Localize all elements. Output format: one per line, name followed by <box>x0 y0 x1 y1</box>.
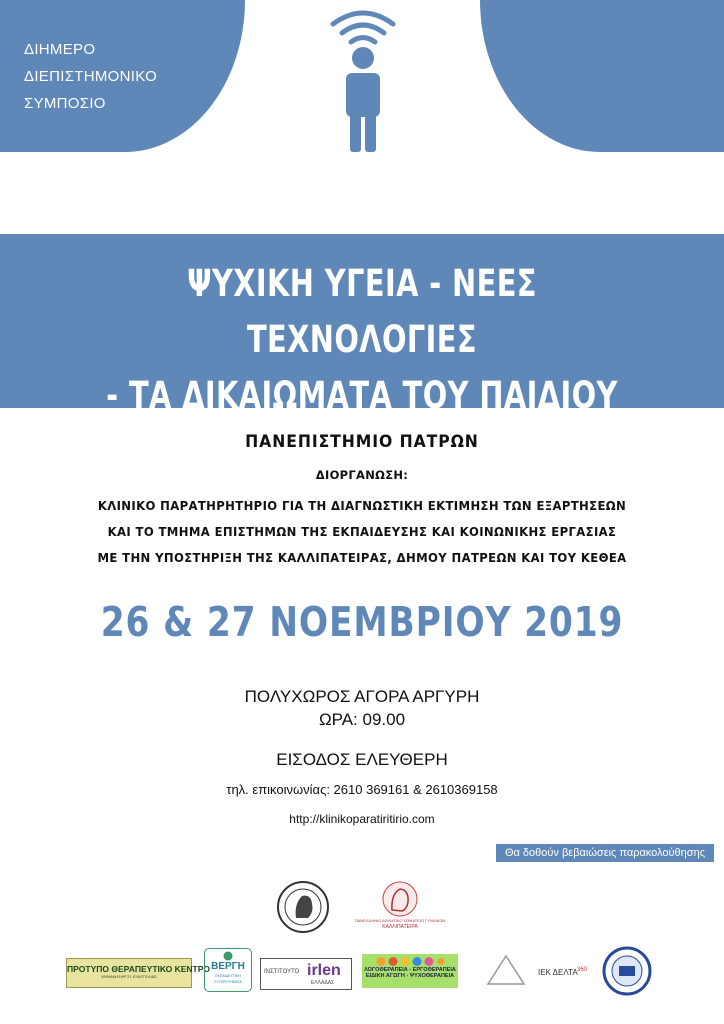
kallipateira-line-1: ΠΑΝΕΛΛΗΝΙΟ ΑΘΛΗΤΙΚΟ ΣΩΜΑΤΕΙΟ ΓΥΝΑΙΚΩΝ <box>354 918 446 923</box>
therapy-center-logo <box>66 958 211 988</box>
vergi-mark-icon <box>223 951 233 961</box>
irlen-sub: ΕΛΛΑΔΑΣ <box>311 980 335 986</box>
person-with-wifi-signal-icon <box>328 6 398 154</box>
title-line-1: ΨΥΧΙΚΗ ΥΓΕΙΑ - ΝΕΕΣ ΤΕΧΝΟΛΟΓΙΕΣ <box>187 262 537 361</box>
kicker-line-3: ΣΥΜΠΟΣΙΟ <box>24 95 106 112</box>
iek-delta-number: 360 <box>577 967 588 973</box>
organizers-list <box>25 493 698 571</box>
free-entry: ΕΙΣΟΔΟΣ ΕΛΕΥΘΕΡΗ <box>276 750 448 769</box>
iek-delta-logo <box>486 954 596 988</box>
kallipateira-line-2: ΚΑΛΛΙΠΑΤΕΙΡΑ <box>382 924 418 930</box>
organizer-line: ΜΕ ΤΗΝ ΥΠΟΣΤΗΡΙΞΗ ΤΗΣ ΚΑΛΛΙΠΑΤΕΙΡΑΣ, ΔΗΜΟΥ ΠΑΤΡΕΩΝ ΚΑΙ ΤΟΥ ΚΕΘΕΑ <box>97 550 627 565</box>
vergi-sub: ΕΚΠΑΙΔΕΥΤΙΚΗ ΣΥΓΚΡΟΤΗΜΑΤΑ <box>214 974 242 984</box>
university-seal-icon <box>276 880 330 934</box>
title-line-2: - ΤΑ ΔΙΚΑΙΩΜΑΤΑ ΤΟΥ ΠΑΙΔΙΟΥ <box>106 374 618 417</box>
contact-phone: τηλ. επικοινωνίας: 2610 369161 & 2610369158 <box>226 782 498 797</box>
event-time: ΩΡΑ: 09.00 <box>318 710 406 729</box>
event-date: 26 & 27 ΝΟΕΜΒΡΙΟΥ 2019 <box>100 598 624 646</box>
kicker-line-1: ΔΙΗΜΕΡΟ <box>24 41 96 58</box>
irlen-prefix: ΙΝΣΤΙΤΟΥΤΟ <box>264 969 300 975</box>
speech-therapy-line-2: ΕΙΔΙΚΗ ΑΓΩΓΗ - ΨΥΧΟΘΕΡΑΠΕΙΑ <box>365 973 455 979</box>
kallipateira-logo <box>352 880 448 931</box>
kicker-line-2: ΔΙΕΠΙΣΤΗΜΟΝΙΚΟ <box>24 68 158 85</box>
therapy-center-line-1: ΠΡΟΤΥΠΟ ΘΕΡΑΠΕΥΤΙΚΟ ΚΕΝΤΡΟ <box>67 964 211 974</box>
speech-therapy-line-1: ΛΟΓΟΘΕΡΑΠΕΙΑ - ΕΡΓΟΘΕΡΑΠΕΙΑ <box>364 967 456 973</box>
symposium-kicker <box>24 36 157 117</box>
website-link[interactable]: http://klinikoparatiritirio.com <box>289 812 435 826</box>
association-seal-icon <box>602 946 652 996</box>
delta-triangle-icon <box>486 954 526 986</box>
irlen-logo <box>260 958 352 990</box>
speech-therapy-logo <box>362 954 458 988</box>
symposium-title <box>80 256 645 424</box>
organization-label: ΔΙΟΡΓΑΝΩΣΗ: <box>315 468 409 482</box>
event-venue: ΠΟΛΥΧΩΡΟΣ ΑΓΟΡΑ ΑΡΓΥΡΗ <box>244 687 480 706</box>
university-name: ΠΑΝΕΠΙΣΤΗΜΙΟ ΠΑΤΡΩΝ <box>245 432 479 452</box>
certificate-note: Θα δοθούν βεβαιώσεις παρακολούθησης <box>496 844 714 862</box>
header-corner-right <box>480 0 724 152</box>
irlen-name: irlen <box>307 962 341 979</box>
vergi-name: ΒΕΡΓΗ <box>211 961 245 972</box>
iek-delta-name: ΙΕΚ ΔΕΛΤΑ <box>538 968 578 977</box>
organizer-line: ΚΑΙ ΤΟ ΤΜΗΜΑ ΕΠΙΣΤΗΜΩΝ ΤΗΣ ΕΚΠΑΙΔΕΥΣΗΣ ΚΑΙ ΚΟΙΝΩΝΙΚΗΣ ΕΡΓΑΣΙΑΣ <box>107 524 617 539</box>
children-faces-icon <box>375 956 445 967</box>
vergi-logo <box>204 948 252 992</box>
organizer-line: ΚΛΙΝΙΚΟ ΠΑΡΑΤΗΡΗΤΗΡΙΟ ΓΙΑ ΤΗ ΔΙΑΓΝΩΣΤΙΚΗ ΕΚΤΙΜΗΣΗ ΤΩΝ ΕΞΑΡΤΗΣΕΩΝ <box>97 498 627 513</box>
therapy-center-line-2: ΨΙΦΙΑΚΗΣΗΡ ΣΙ. ΕΥΑΓΓΕΛΙΑΣ <box>101 974 157 979</box>
